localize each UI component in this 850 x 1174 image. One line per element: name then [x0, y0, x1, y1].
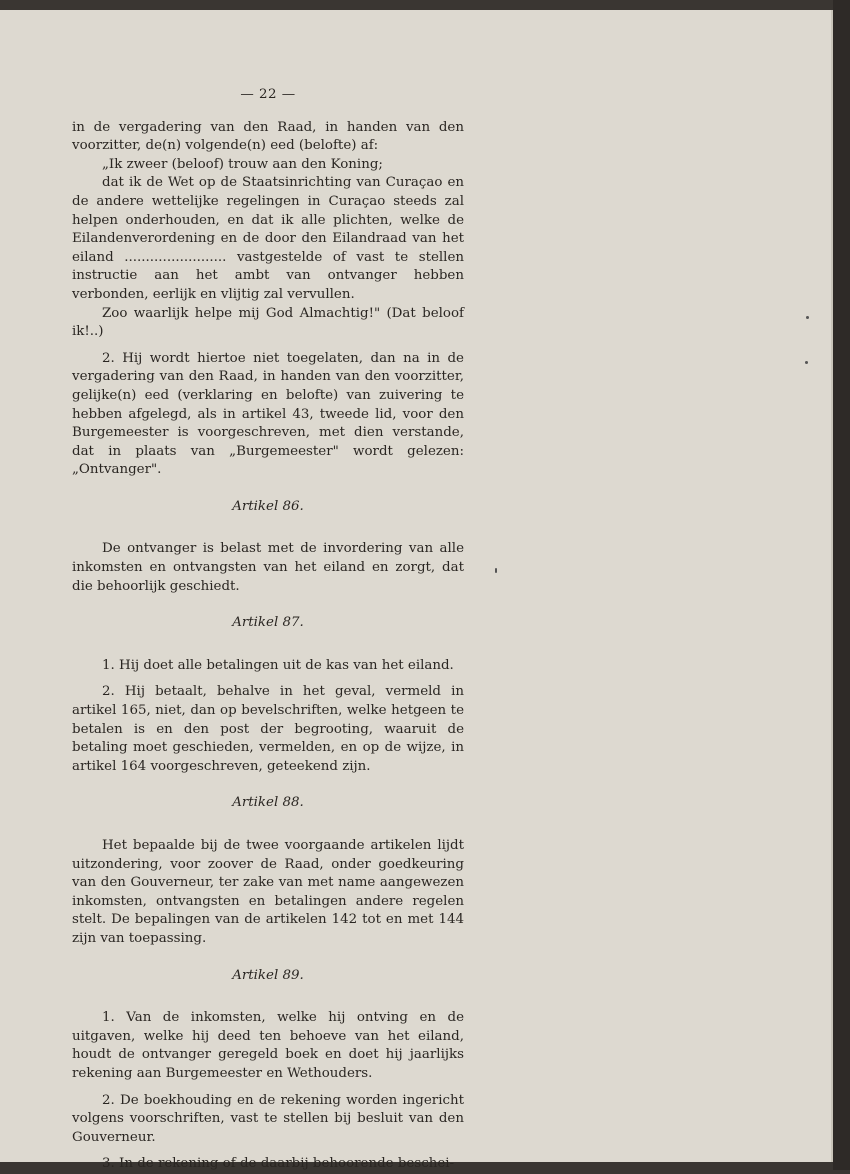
scan-edge [833, 0, 850, 1170]
article-heading: Artikel 89. [232, 967, 304, 983]
article-paragraph: 2. Hij betaalt, behalve in het geval, vermeld in artikel 165, niet, dan op bevelschriften, welke hetgeen te betalen is en den post der begrooting, waaruit de betaling moet geschieden, vermelden, en op de wijze, in artikel 164 voorgeschreven, geteekend zijn. [72, 684, 464, 774]
scan-speck [805, 361, 808, 364]
article-paragraph: 1. Van de inkomsten, welke hij ontving en de uitgaven, welke hij deed ten behoeve van het eiland, houdt de ontvanger geregeld boek en doet hij jaarlijks rekening aan Burgemeester en Wethouders. [72, 1010, 464, 1081]
article-heading: Artikel 88. [232, 795, 304, 811]
oath-closing: Zoo waarlijk helpe mij God Almachtig!" (Dat beloof ik!..) [72, 305, 464, 340]
article-paragraph: 3. In de rekening of de daarbij behoorende beschei- [102, 1156, 455, 1172]
oath-paragraph: dat ik de Wet op de Staatsinrichting van Curaçao en de andere wettelijke regelingen in Curaçao steeds zal helpen onderhouden, en dat ik alle plichten, welke de Eilandenverordening en de door den Eilandraad van het eiland ........................ vastgestelde of vast te stellen instructie aan het ambt van ontvanger hebben verbonden, eerlijk en vlijtig zal vervullen. [72, 175, 464, 302]
article-paragraph: 1. Hij doet alle betalingen uit de kas van het eiland. [102, 657, 454, 673]
article-paragraph: De ontvanger is belast met de invordering van alle inkomsten en ontvangsten van het eiland en zorgt, dat die behoorlijk geschiedt. [72, 541, 464, 594]
scan-speck [495, 568, 497, 573]
article-paragraph: 2. De boekhouding en de rekening worden ingericht volgens voorschriften, vast te stellen bij besluit van den Gouverneur. [72, 1092, 464, 1145]
scan-speck [806, 316, 809, 319]
article-heading: Artikel 87. [232, 615, 304, 631]
document-text [72, 86, 464, 1174]
article-paragraph: Het bepaalde bij de twee voorgaande artikelen lijdt uitzondering, voor zoover de Raad, onder goedkeuring van den Gouverneur, ter zake van met name aangewezen inkomsten, ontvangsten en betalingen andere regelen stelt. De bepalingen van de artikelen 142 tot en met 144 zijn van toepassing. [72, 838, 464, 946]
oath-line: „Ik zweer (beloof) trouw aan den Koning; [102, 156, 383, 172]
paragraph: 2. Hij wordt hiertoe niet toegelaten, dan na in de vergadering van den Raad, in handen van den voorzitter, gelijke(n) eed (verklaring en belofte) van zuivering te hebben afgelegd, als in artikel 43, tweede lid, voor den Burgemeester is voorgeschreven, met dien verstande, dat in plaats van „Burgemeester" wordt gelezen: „Ontvanger". [72, 350, 464, 478]
page-number: — 22 — [240, 87, 296, 102]
article-heading: Artikel 86. [232, 498, 304, 514]
paragraph: in de vergadering van den Raad, in handen van den voorzitter, de(n) volgende(n) eed (belofte) af: [72, 119, 464, 154]
